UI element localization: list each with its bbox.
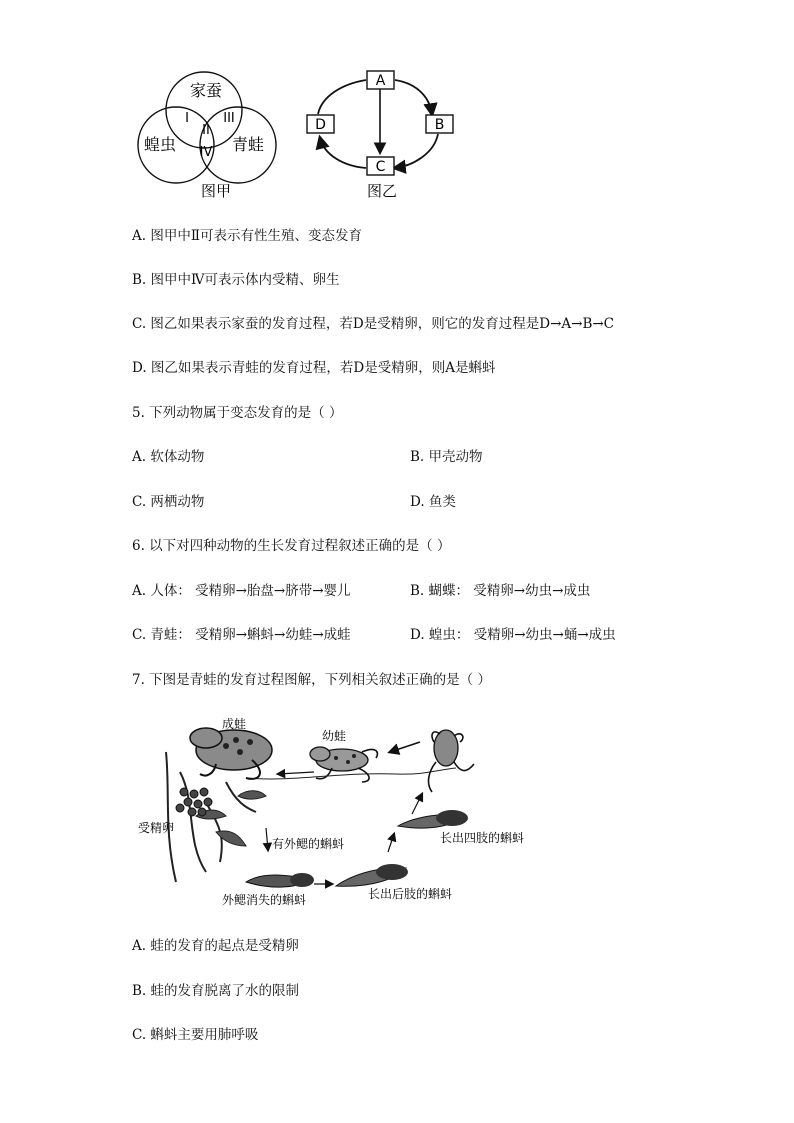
q5-option-b: B. 甲壳动物	[410, 449, 483, 465]
q6-option-d: D. 蝗虫： 受精卵→幼虫→蛹→成虫	[410, 627, 616, 643]
q5-option-c: C. 两栖动物	[132, 494, 205, 510]
tadpole-gills-gone	[246, 873, 314, 887]
q4-option-c: C. 图乙如果表示家蚕的发育过程，若D是受精卵，则它的发育过程是D→A→B→C	[132, 316, 615, 332]
label-locust: 蝗虫	[143, 135, 177, 154]
froglet-with-tail	[429, 730, 474, 792]
arc-b-to-c	[395, 134, 438, 168]
q6-option-c: C. 青蛙： 受精卵→蝌蚪→幼蛙→成蛙	[132, 627, 351, 643]
label-tadpole-gills-gone: 外鳃消失的蝌蚪	[222, 893, 307, 907]
q7-option-a: A. 蛙的发育的起点是受精卵	[132, 938, 299, 954]
q7-option-c: C. 蝌蚪主要用肺呼吸	[132, 1027, 259, 1043]
node-c: C	[375, 159, 386, 175]
q4-option-b: B. 图甲中Ⅳ可表示体内受精、卵生	[132, 272, 340, 288]
arrow-froglet-to-young	[390, 742, 420, 752]
q5-stem: 5. 下列动物属于变态发育的是（ ）	[132, 405, 343, 421]
arrow-egg-to-gills	[266, 828, 268, 850]
region-1: I	[185, 111, 189, 126]
node-d: D	[315, 117, 326, 133]
region-2: II	[202, 123, 210, 138]
q4-option-a: A. 图甲中Ⅱ可表示有性生殖、变态发育	[132, 228, 363, 244]
figure-jia-venn	[130, 64, 290, 204]
q7-option-b: B. 蛙的发育脱离了水的限制	[132, 983, 300, 999]
q5-option-a: A. 软体动物	[132, 449, 205, 465]
label-tadpole-ext-gills: 有外鳃的蝌蚪	[272, 837, 345, 851]
q5-option-d: D. 鱼类	[410, 494, 456, 510]
label-frog: 青蛙	[231, 135, 265, 154]
q4-option-d: D. 图乙如果表示青蛙的发育过程，若D是受精卵，则A是蝌蚪	[132, 360, 496, 376]
frog-lifecycle-figure	[136, 712, 536, 912]
adult-frog	[190, 728, 272, 779]
label-tadpole-four-legs: 长出四肢的蝌蚪	[440, 831, 525, 845]
arrow-hindlegs-to-fourlegs	[388, 834, 394, 852]
q6-option-b: B. 蝴蝶： 受精卵→幼虫→成虫	[410, 583, 591, 599]
node-b: B	[434, 117, 445, 133]
q7-stem: 7. 下图是青蛙的发育过程图解，下列相关叙述正确的是（ ）	[132, 672, 491, 688]
q6-option-a: A. 人体： 受精卵→胎盘→脐带→婴儿	[132, 583, 351, 599]
label-egg: 受精卵	[138, 821, 175, 835]
label-young-frog: 幼蛙	[322, 729, 347, 743]
arrow-young-to-adult	[278, 772, 314, 774]
arc-c-to-d	[320, 138, 366, 168]
node-a: A	[375, 73, 386, 89]
arc-a-to-b	[395, 80, 432, 114]
region-4: IV	[199, 145, 213, 160]
tadpole-hind-legs	[336, 864, 408, 886]
q6-stem: 6. 以下对四种动物的生长发育过程叙述正确的是（ ）	[132, 538, 451, 554]
tadpole-four-legs	[398, 810, 468, 828]
label-tadpole-hind-legs: 长出后肢的蝌蚪	[368, 887, 453, 901]
caption-yi: 图乙	[366, 182, 398, 200]
arrow-fourlegs-to-froglet	[412, 794, 422, 814]
region-3: III	[223, 111, 235, 126]
label-adult-frog: 成蛙	[222, 717, 247, 731]
caption-jia: 图甲	[200, 182, 232, 200]
figure-yi-cycle	[302, 66, 462, 204]
arc-d-to-a	[318, 80, 366, 114]
label-silkworm: 家蚕	[189, 81, 223, 100]
